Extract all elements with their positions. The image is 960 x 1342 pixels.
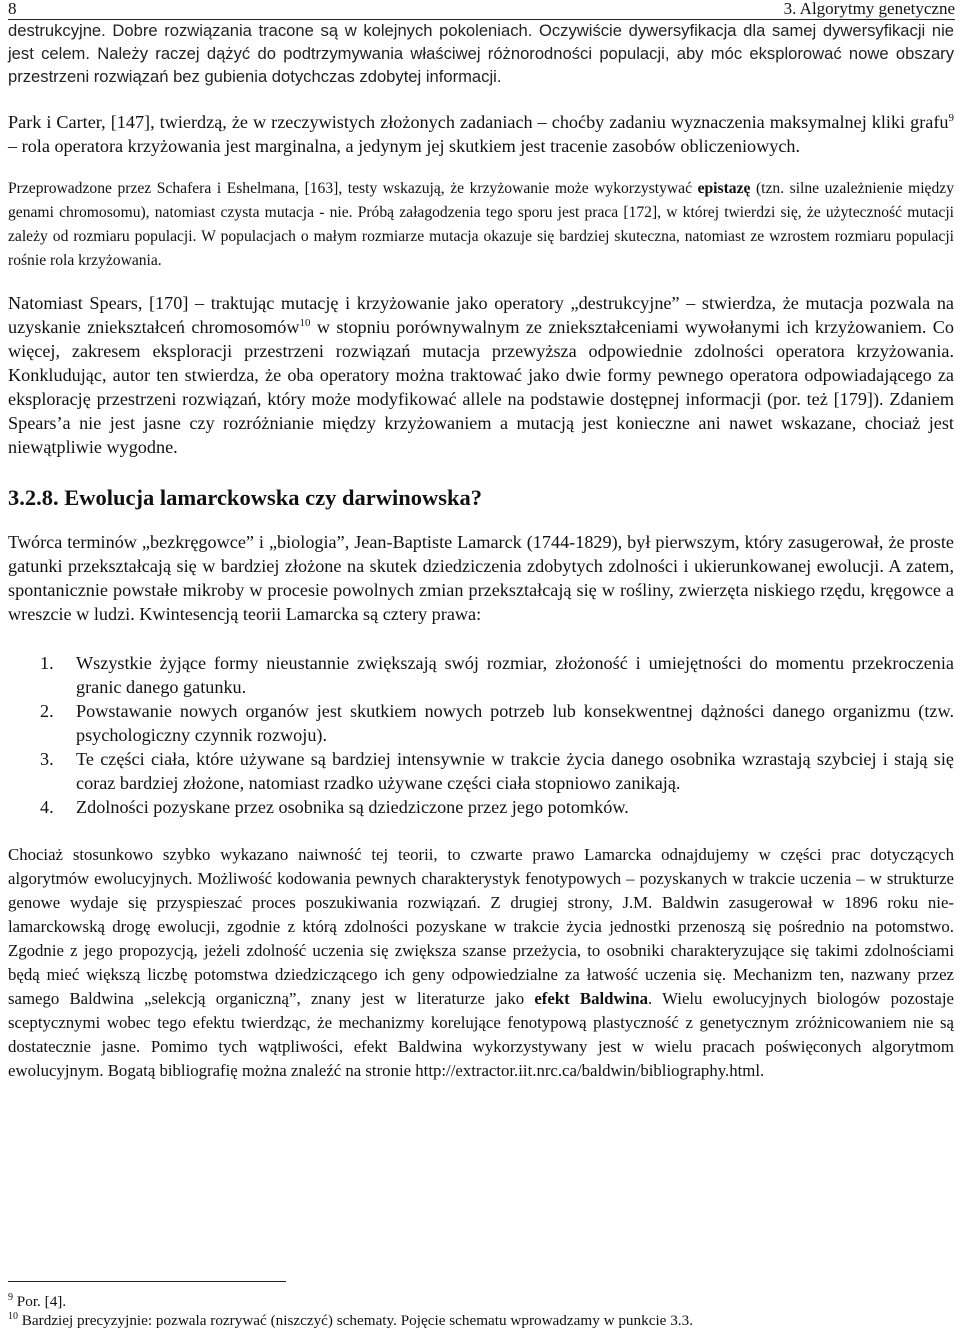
list-item-number: 2.	[40, 701, 54, 721]
list-item	[8, 651, 954, 699]
page-number: 8	[8, 0, 17, 18]
footnote-number: 9	[8, 1291, 13, 1303]
paragraph-3	[8, 177, 954, 273]
footnotes	[8, 1292, 693, 1330]
paragraph-6	[8, 843, 954, 1083]
list-item-text: Wszystkie żyjące formy nieustannie zwiększają swój rozmiar, złożoność i umiejętności do momentu przekroczenia granic danego gatunku.	[76, 653, 954, 697]
footnote-ref-9: 9	[948, 111, 954, 124]
paragraph-2-text-a: Park i Carter, [147], twierdzą, że w rzeczywistych złożonych zadaniach – choćby zadaniu wyznaczenia maksymalnej kliki grafu	[8, 112, 949, 132]
list-item-number: 3.	[40, 749, 54, 769]
footnote-10	[8, 1311, 693, 1330]
bibliography-url: http://extractor.iit.nrc.ca/baldwin/bibliography.html.	[415, 1061, 765, 1080]
list-item	[8, 747, 954, 795]
paragraph-3-text-a: Przeprowadzone przez Schafera i Eshelmana, [163], testy wskazują, że krzyżowanie może wykorzystywać	[8, 180, 698, 197]
list-item-text: Te części ciała, które używane są bardziej intensywnie w trakcie życia danego osobnika wzrastają szybciej i stają się coraz bardziej złożone, natomiast rzadko używane części ciała stopniowo zanikają.	[76, 749, 954, 793]
chapter-title: 3. Algorytmy genetyczne	[783, 0, 955, 18]
paragraph-2-text-b: – rola operatora krzyżowania jest marginalna, a jedynym jej skutkiem jest tracenie zasobów obliczeniowych.	[8, 136, 801, 156]
list-item-number: 1.	[40, 653, 54, 673]
paragraph-6-text-a: Chociaż stosunkowo szybko wykazano naiwność tej teorii, to czwarte prawo Lamarcka odnajdujemy w części prac dotyczących algorytmów ewolucyjnych. Możliwość kodowania pewnych charakterystyk fenotypowych – pozyskanych w trakcie uczenia – w strukturze genowe wydaje się przyspieszać proces poszukiwania rozwiązań. Z drugiej strony, J.M. Baldwin zasugerował w 1896 roku nie-lamarckowską drogę ewolucji, zgodnie z którą zdolności pozyskane w trakcie życia jednostki przenoszą się pośrednio na potomstwo. Zgodnie z jego propozycją, jeżeli zdolność uczenia się zwiększa szanse przeżycia, to osobniki charakteryzujące się takimi zdolnościami będą mieć większą liczbę potomstwa dziedziczącego ich geny odpowiedzialne za łatwość uczenia się. Mechanizm ten, nazwany przez samego Baldwina „selekcją organiczną”, znany jest w literaturze jako	[8, 845, 954, 1008]
footnote-number: 10	[8, 1310, 18, 1322]
term-efekt-baldwina: efekt Baldwina	[534, 989, 649, 1008]
paragraph-5: Twórca terminów „bezkręgowce” i „biologia”, Jean-Baptiste Lamarck (1744-1829), był pierwszym, który zasugerował, że proste gatunki przekształcają się w bardziej złożone na skutek dziedziczenia zdobytych zdolności i ukierunkowanej ewolucji. A zatem, spontanicznie powstałe mikroby w procesie powolnych zmian przekształcają się w rośliny, zwierzęta niskiego rzędu, kręgowce a wreszcie w ludzi. Kwintesencją teorii Lamarcka są cztery prawa:	[8, 532, 954, 624]
paragraph-1: destrukcyjne. Dobre rozwiązania tracone są w kolejnych pokoleniach. Oczywiście dywersyfikacja dla samej dywersyfikacji nie jest celem. Należy raczej dążyć do podtrzymywania właściwej różnorodności populacji, aby móc eksplorować nowe obszary przestrzeni rozwiązań bez gubienia dotychczas zdobytej informacji.	[8, 21, 954, 86]
lamarck-laws-list	[8, 651, 954, 819]
footnote-text: Bardziej precyzyjnie: pozwala rozrywać (niszczyć) schematy. Pojęcie schematu wprowadzamy w punkcie 3.3.	[18, 1312, 693, 1329]
footnote-9	[8, 1292, 693, 1311]
paragraph-4-text-b: w stopniu porównywalnym ze zniekształceniami wywołanymi ich krzyżowaniem. Co więcej, zakresem eksploracji przestrzeni rozwiązań mutacja przewyższa odpowiednie zdolności operatora krzyżowania. Konkludując, autor ten stwierdza, że oba operatory można traktować jako dwie formy pewnego operatora odpowiadającego za eksplorację przestrzeni rozwiązań, który może modyfikować allele na podstawie dostępnej informacji (por. też [179]). Zdaniem Spears’a nie jest jasne czy rozróżnianie między krzyżowaniem a mutacją jest konieczne ani nawet wskazane, chociaż jest niewątpliwie wygodne.	[8, 317, 955, 457]
term-epistaza: epistazę	[697, 180, 751, 197]
list-item	[8, 795, 954, 819]
section-heading: 3.2.8. Ewolucja lamarckowska czy darwinowska?	[8, 485, 482, 510]
list-item-number: 4.	[40, 797, 54, 817]
footnote-text: Por. [4].	[13, 1293, 67, 1310]
paragraph-4	[8, 291, 954, 459]
list-item-text: Zdolności pozyskane przez osobnika są dziedziczone przez jego potomków.	[76, 797, 629, 817]
paragraph-3-text-b: (tzn. silne uzależnienie między genami chromosomu), natomiast czysta mutacja - nie. Próbą załagodzenia tego sporu jest praca [172], w której twierdzi się, że użyteczność mutacji zależy od rozmiaru populacji. W populacjach o małym rozmiarze mutacja okazuje się bardziej skuteczna, natomiast ze wzrostem rozmiaru populacji rośnie rola krzyżowania.	[8, 180, 954, 269]
list-item	[8, 699, 954, 747]
page-header	[8, 0, 955, 21]
footnote-ref-10: 10	[299, 316, 311, 329]
paragraph-4-text-a: Natomiast Spears, [170] – traktując mutację i krzyżowanie jako operatory „destrukcyjne” – stwierdza, że mutacja pozwala na uzyskanie zniekształceń chromosomów	[8, 293, 954, 337]
footnote-separator	[8, 1281, 286, 1282]
paragraph-2	[8, 110, 954, 158]
paragraph-6-text-b: . Wielu ewolucyjnych biologów pozostaje sceptycznymi wobec tego efektu twierdząc, że mechanizmy korelujące fenotypową plastyczność z genetycznym zróżnicowaniem nie są dostatecznie jasne. Pomimo tych wątpliwości, efekt Baldwina wykorzystywany jest w wielu pracach poświęconych algorytmom ewolucyjnym. Bogatą bibliografię można znaleźć na stronie	[8, 989, 954, 1080]
list-item-text: Powstawanie nowych organów jest skutkiem nowych potrzeb lub konsekwentnej dążności danego organizmu (tzw. psychologiczny czynnik rozwoju).	[76, 701, 954, 745]
page-body	[8, 19, 954, 1083]
